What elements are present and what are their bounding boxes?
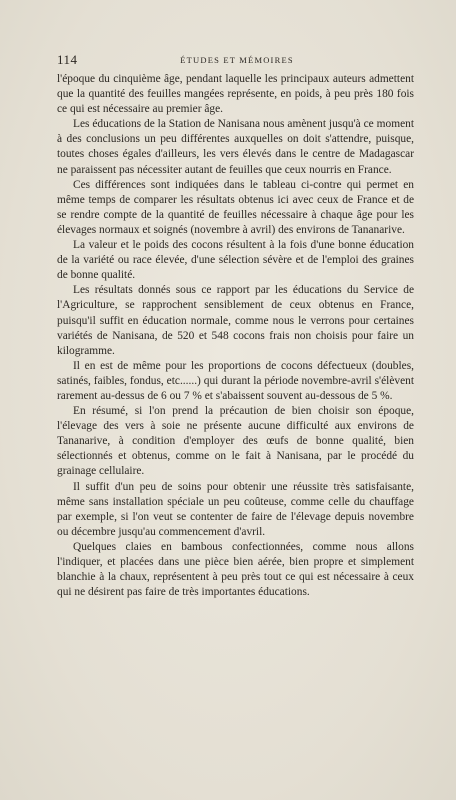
- page-number: 114: [57, 52, 78, 67]
- paragraph: Les éducations de la Station de Nanisana nous amènent jusqu'à ce moment à des conclusions un peu différentes auxquelles on doit s'attendre, puisque, toutes choses égales d'ailleurs, les vers élevés dans le centre de Madagascar ne paraissent pas nécessiter autant de feuilles que ceux nourris en France.: [57, 118, 414, 176]
- paragraph: Quelques claies en bambous confectionnées, comme nous allons l'indiquer, et placées dans une pièce bien aérée, bien propre et simplement blanchie à la chaux, représentent à peu près tout ce qui est nécessaire à ceux qui ne désirent pas faire de très importantes éducations.: [57, 540, 414, 599]
- page-header: [57, 52, 417, 68]
- paragraph: l'époque du cinquième âge, pendant laquelle les principaux auteurs admettent que la quantité des feuilles mangées représente, en poids, à peu près 180 fois ce qui est nécessaire au premier âge.: [57, 73, 414, 116]
- paragraph: Il suffit d'un peu de soins pour obtenir une réussite très satisfaisante, même sans installation spéciale un peu coûteuse, comme celle du chauffage par exemple, si l'on veut se contenter de faire de l'élevage depuis novembre ou décembre jusqu'au commencement d'avril.: [57, 480, 414, 538]
- paragraph: Les résultats donnés sous ce rapport par les éducations du Service de l'Agriculture, se rapprochent sensiblement de ceux obtenus en France, puisqu'il suffit en éducation normale, comme nous le verrons pour certaines variétés de Nanisana, de 520 et 548 cocons frais non choisis pour faire un kilogramme.: [57, 284, 414, 357]
- paragraph: Ces différences sont indiquées dans le tableau ci-contre qui permet en même temps de comparer les résultats obtenus ici avec ceux de France et de se rendre compte de la quantité de feuilles nécessaire à chaque âge pour les élevages normaux et soignés (novembre à avril) des environs de Tananarive.: [57, 178, 414, 236]
- body-text: [57, 72, 414, 600]
- running-head: ÉTUDES ET MÉMOIRES: [180, 55, 294, 65]
- paragraph: En résumé, si l'on prend la précaution de bien choisir son époque, l'élevage des vers à soie ne présente aucune difficulté aux environs de Tananarive, à condition d'employer des œufs de bonne qualité, bien sélectionnés et obtenus, comme on le fait à Nanisana, par le procédé du grainage cellulaire.: [57, 405, 414, 478]
- paragraph: Il en est de même pour les proportions de cocons défectueux (doubles, satinés, faibles, fondus, etc......) qui durant la période novembre-avril s'élèvent rarement au-dessus de 6 ou 7 % et s'abaissent souvent au-dessous de 5 %.: [57, 359, 414, 402]
- paragraph: La valeur et le poids des cocons résultent à la fois d'une bonne éducation de la variété ou race élevée, d'une sélection sévère et de l'emploi des graines de bonne qualité.: [57, 239, 414, 282]
